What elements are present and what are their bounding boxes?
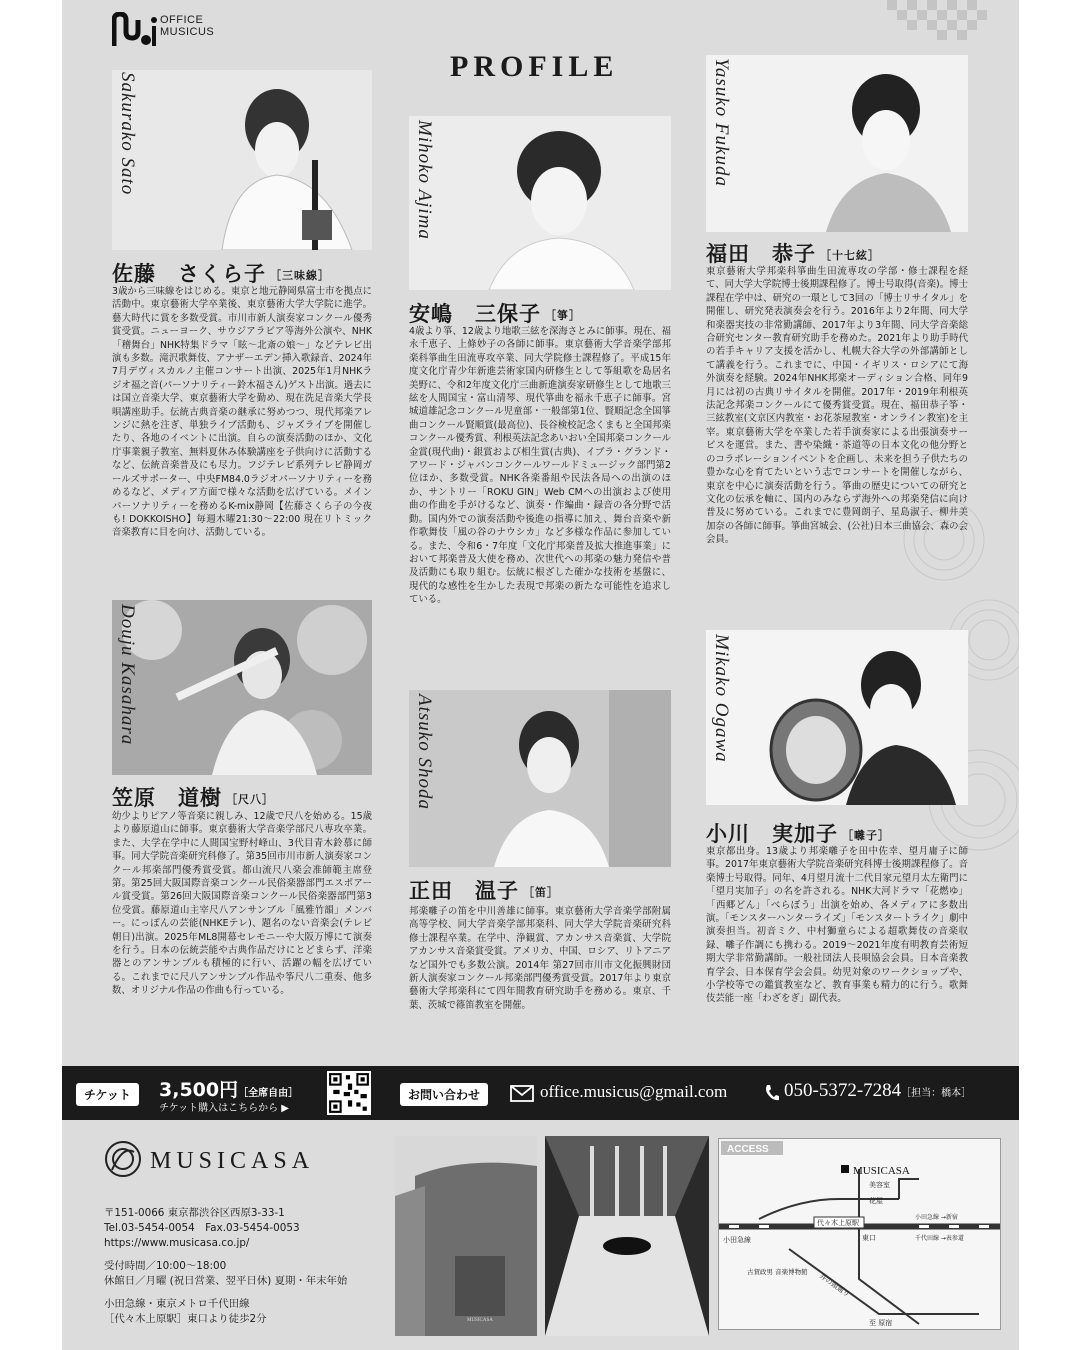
- instrument-label: ［笛］: [523, 886, 559, 899]
- map-road: 井の頭通り: [817, 1272, 852, 1299]
- map-odakyu-left: 小田急線: [723, 1236, 751, 1244]
- instrument-label: ［十七絃］: [820, 249, 880, 262]
- bio-mikako-ogawa: 東京都出身。13歳より邦楽囃子を田中佐幸、望月庸子に師事。2017年東京藝術大学院音楽研究科博士後期課程修了。音楽博士号取得。同年、4月望月流十二代目家元望月太左衛門に「望月実加子」の名を許される。NHK大河ドラマ「花燃ゆ」「西郷どん」「べらぼう」出演を始め、各メディアに多数出演。「モンスターハンターライズ」「モンスタートライク」劇中演奏担当。初音ミク、中村獅童らによる超歌舞伎の音楽収録、囃子作調にも携わる。2019～2021年度有明教育芸術短期大学非常勤講師。一般社団法人長唄協会会員。日本音楽教育学会、日本保育学会会員。幼児対象のワークショップや、小学校等での鑑賞教室など、教育事業も精力的に行う。歌舞伎芸能一座「わざをぎ」副代表。: [706, 846, 968, 1005]
- map-musicasa: MUSICASA: [853, 1165, 910, 1177]
- artist-name: 小川 実加子: [706, 822, 838, 846]
- tel-note: ［担当：橋本］: [901, 1088, 972, 1099]
- map-museum: 古賀政男 音楽博物館: [747, 1268, 808, 1276]
- artist-name: 安嶋 三保子: [409, 302, 541, 326]
- office-musicus-wordmark: [160, 14, 214, 38]
- artist-name-douju-kasahara: [112, 782, 274, 812]
- venue-closed: 休館日／月曜 (祝日営業、翌平日休) 夏期・年末年始: [104, 1275, 348, 1287]
- photo-mihoko-ajima: [409, 116, 671, 290]
- venue-line: 小田急線・東京メトロ千代田線: [104, 1298, 250, 1310]
- instrument-label: ［箏］: [545, 309, 581, 322]
- roman-name-mikako-ogawa: Mikako Ogawa: [711, 634, 732, 763]
- artist-name: 正田 温子: [409, 879, 519, 903]
- map-beauty-salon: 美容室: [869, 1181, 890, 1189]
- venue-address: 〒151-0066 東京都渋谷区西原3-33-1: [104, 1207, 285, 1219]
- logo-line-2: MUSICUS: [160, 26, 215, 38]
- artist-name: 福田 恭子: [706, 242, 816, 266]
- ticket-qr-code[interactable]: [327, 1071, 371, 1115]
- contact-email[interactable]: office.musicus@gmail.com: [540, 1082, 728, 1101]
- map-chiyoda: 千代田線 →表参道: [915, 1235, 964, 1242]
- price-value: 3,500円: [159, 1079, 239, 1101]
- map-station: 代々木上原駅: [817, 1219, 859, 1227]
- instrument-label: ［囃子］: [842, 829, 890, 842]
- access-map: [718, 1138, 1001, 1330]
- venue-station: ［代々木上原駅］東口より徒歩2分: [104, 1313, 267, 1325]
- roman-name-douju-kasahara: Douju Kasahara: [117, 604, 138, 746]
- photo-sakurako-sato: [112, 70, 372, 250]
- artist-name: 笠原 道樹: [112, 786, 222, 810]
- artist-name-mikako-ogawa: [706, 818, 890, 848]
- checker-pattern-decoration: [827, 0, 997, 46]
- artist-name-sakurako-sato: [112, 258, 330, 288]
- photo-douju-kasahara: [112, 600, 372, 775]
- bio-yasuko-fukuda: 東京藝術大学邦楽科箏曲生田流専攻の学部・修士課程を経て、同大学大学院博士後期課程修了。博士号取得(音楽)。博士課程在学中は、研究の一環として3回の「博士リサイタル」を開催し、研究発表演奏会を行う。2016年より2年間、同大学和楽器実技の非常勤講師、2017年より3年間、同大学音楽総合研究センター教育研究助手を務めた。2021年より助手時代の若手キャリア支援を活かし、札幌大谷大学の外部講師として講義を行う。これまでに、中国・イギリス・ロシアにて海外演奏を経験。2024年NHK邦楽オーディション合格、同年9月には初の古典リサイタルを開催。2017年・2019年利根英法記念邦楽コンクールにて優秀賞受賞。現在、福田恭子筝・三絃教室(文京区内教室・お花茶屋教室・オンライン教室)を主宰。東京藝術大学を卒業した若手演奏家による出張演奏サービスを運営。また、書や染織・茶道等の日本文化の他分野とのコラボレーションイベントを企画し、未来を担う子供たちの豊かな心を育てたいという志でコンサートを開催しながら、東京を中心に演奏活動を行う。箏曲の歴史についての研究と文化の伝承を軸に、国内のみならず海外への邦楽発信に向け普及に努めている。これまでに豊岡朗子、星島淑子、柳井美加奈の各師に師事。箏曲宮城会、(公社)日本三曲協会、森の会会員。: [706, 266, 968, 546]
- tel-number: 050-5372-7284: [784, 1080, 902, 1101]
- photo-musicasa-hall: [545, 1136, 709, 1336]
- venue-url[interactable]: https://www.musicasa.co.jp/: [104, 1237, 250, 1249]
- access-title: ACCESS: [727, 1144, 769, 1155]
- instrument-label: ［三味線］: [270, 269, 330, 282]
- venue-info: [104, 1206, 394, 1327]
- roman-name-sakurako-sato: Sakurako Sato: [117, 72, 138, 196]
- flyer: [62, 0, 1019, 1350]
- venue-tel-fax: Tel.03-5454-0054 Fax.03-5454-0053: [104, 1222, 300, 1234]
- mail-icon: [510, 1085, 534, 1102]
- logo-line-1: OFFICE: [160, 14, 204, 26]
- map-odakyu-right: 小田急線 →新宿: [915, 1214, 958, 1221]
- bio-sakurako-sato: 3歳から三味線をはじめる。東京と地元静岡県富士市を拠点に活動中。東京藝術大学卒業後、東京藝術大学大学院に進学。藝大時代に賞を多数受賞。市川市新人演奏家コンクール優秀賞受賞。ニューヨーク、サウジアラビア等海外公演や、NHK「稽舞台」NHK特集ドラマ「眩～北斎の娘～」などテレビ出演も多数。滝沢歌舞伎、アナザーエデン挿入歌録音、2024年7月デヴィスカルノ主催コンサート出演、2025年1月NHKラジオ福之音(パーソナリティー鈴木福さん)ゲスト出演。過去には国立音楽大学、東京藝術大学を勤め、現在洗足音楽大学長唄講座助手。伝統古典音楽の継承に努めつつ、現代邦楽アレンジに熱を注ぎ、単独ライブ活動も、ジャズライブを開催したり、各地のイベントに出演。自らの演奏活動のほか、文化庁事業親子教室、無料夏休み体験講座を子供向けに活動するなど、伝統音楽普及にも尽力。フジテレビ系列テレビ静岡ガールズサポーター、中央FM84.0ラジオパーソナリティーを務めるなど、メディア方面で様々な活動を広げている。メインパーソナリティーを務めるK-mix静岡【佐藤さくら子の今夜も! DOKKOISHO】毎週木曜21:30～22:00 現在リトミック音楽教育に目を向け、活動している。: [112, 286, 372, 539]
- artist-name: 佐藤 さくら子: [112, 262, 266, 286]
- contact-tel[interactable]: [784, 1080, 971, 1102]
- contact-label: お問い合わせ: [400, 1083, 488, 1106]
- photo-atsuko-shoda: [409, 690, 671, 867]
- page-title: PROFILE: [450, 50, 619, 83]
- bio-atsuko-shoda: 邦楽囃子の笛を中川善雄に師事。東京藝術大学音楽学部附属高等学校、同大学音楽学部邦楽科、同大学大学院音楽研究科修士課程卒業。在学中、浄観賞、アカンサス音楽賞、大学院アカンサス音楽賞受賞。アメリカ、中国、ロシア、リトアニアなど国外でも多数公演。2014年 第27回市川市文化振興財団新人演奏家コンクール邦楽部門優秀賞受賞。2017年より東京藝術大学邦楽科にて四年間教育研究助手を務める。東京、千葉、茨城で篠笛教室を開催。: [409, 906, 671, 1011]
- venue-hours: 受付時間／10:00～18:00: [104, 1260, 227, 1272]
- map-east-exit: 東口: [862, 1234, 876, 1242]
- artist-name-atsuko-shoda: [409, 875, 559, 905]
- ticket-price: [159, 1075, 298, 1102]
- map-florist: 花屋: [869, 1197, 883, 1205]
- seat-note: ［全席自由］: [238, 1088, 299, 1099]
- bio-mihoko-ajima: 4歳より箏、12歳より地歌三絃を深海さとみに師事。現在、福永千恵子、上條妙子の各師に師事。東京藝術大学音楽学部邦楽科箏曲生田流専攻卒業、同大学院修士課程修了。平成15年度文化庁青少年新進芸術家国内研修生として筝組歌を島居名美野に、令和2年度文化庁三曲新進演奏家研修生として地歌三絃を人間国宝・富山清琴、現代箏曲を福永千恵子に師事。宮城道雄記念コンクール児童部・一般部第1位、賢順記念全国箏曲コンクール賢順賞(最高位)、長谷検校記念くまもと全国邦楽コンクール優秀賞、利根英法記念あいおい全国邦楽コンクール金賞(現代曲)・銀賞および相生賞(古典)、イブラ・グランド・アワード・ジャパンコンクールワールドミュージック部門第2位ほか、多数受賞。NHK各楽番組や民法各局への出演のほか、サントリー「ROKU GIN」Web CMへの出演および使用曲の作曲を手がけるなど、演奏・作編曲・録音の各分野で活動。国内外での演奏活動や後進の指導に加え、舞台音楽や新作歌舞伎「風の谷のナウシカ」など多様な作品に参加している。また、令和6・7年度「文化庁邦楽普及拡大推進事業」において邦楽普及大使を務め、次世代への邦楽の魅力発信や普及活動にも取り組む。伝統に根ざした確かな技術を基盤に、現代的な感性を生かした表現で邦楽の新たな可能性を追求している。: [409, 326, 671, 606]
- ticket-label: チケット: [76, 1083, 139, 1106]
- phone-icon: [764, 1084, 780, 1102]
- roman-name-atsuko-shoda: Atsuko Shoda: [414, 694, 435, 810]
- ticket-contact-bar: [62, 1066, 1019, 1120]
- instrument-label: ［尺八］: [226, 793, 274, 806]
- building-sign: MUSICASA: [467, 1318, 493, 1323]
- venue-name: MUSICASA: [150, 1148, 315, 1174]
- photo-yasuko-fukuda: [706, 55, 968, 232]
- photo-mikako-ogawa: [706, 630, 968, 805]
- ticket-buy-link[interactable]: チケット購入はこちらから ▶: [159, 1103, 289, 1114]
- roman-name-mihoko-ajima: Mihoko Ajima: [414, 120, 435, 240]
- photo-musicasa-building: [395, 1136, 537, 1336]
- artist-name-yasuko-fukuda: [706, 238, 880, 268]
- musicasa-logo: [104, 1140, 142, 1178]
- bio-douju-kasahara: 幼少よりピアノ等音楽に親しみ、12歳で尺八を始める。15歳より藤原道山に師事。東京藝術大学音楽学部尺八専攻卒業。また、大学在学中に人間国宝野村峰山、3代目青木鈴慕に師事。同大学院音楽研究科修了。第35回市川市新人演奏家コンクール邦楽部門優秀賞受賞。都山流尺八楽会准師範主席登第。第25回大阪国際音楽コンクール民俗楽器部門エスポアール賞受賞。第26回大阪国際音楽コンクール民俗楽器部門第3位受賞。藤原道山主宰尺八アンサンブル「風雅竹韻」メンバー。にっぽんの芸能(NHKEテレ)、題名のない音楽会(テレビ朝日)出演。2025年ML8開幕セレモニーや大阪万博にて演奏を行う。日本の伝統芸能や古典作品だけにとどまらず、洋楽器とのアンサンブルも積極的に行い、活躍の幅を広げている。これまでに尺八アンサンブル作品や筝尺八二重奏、他多数、オリジナル作品の作曲も行っている。: [112, 811, 372, 997]
- artist-name-mihoko-ajima: [409, 298, 581, 328]
- map-to-harajuku: 至 原宿: [869, 1319, 893, 1327]
- office-musicus-logo: [112, 12, 160, 48]
- roman-name-yasuko-fukuda: Yasuko Fukuda: [711, 58, 732, 187]
